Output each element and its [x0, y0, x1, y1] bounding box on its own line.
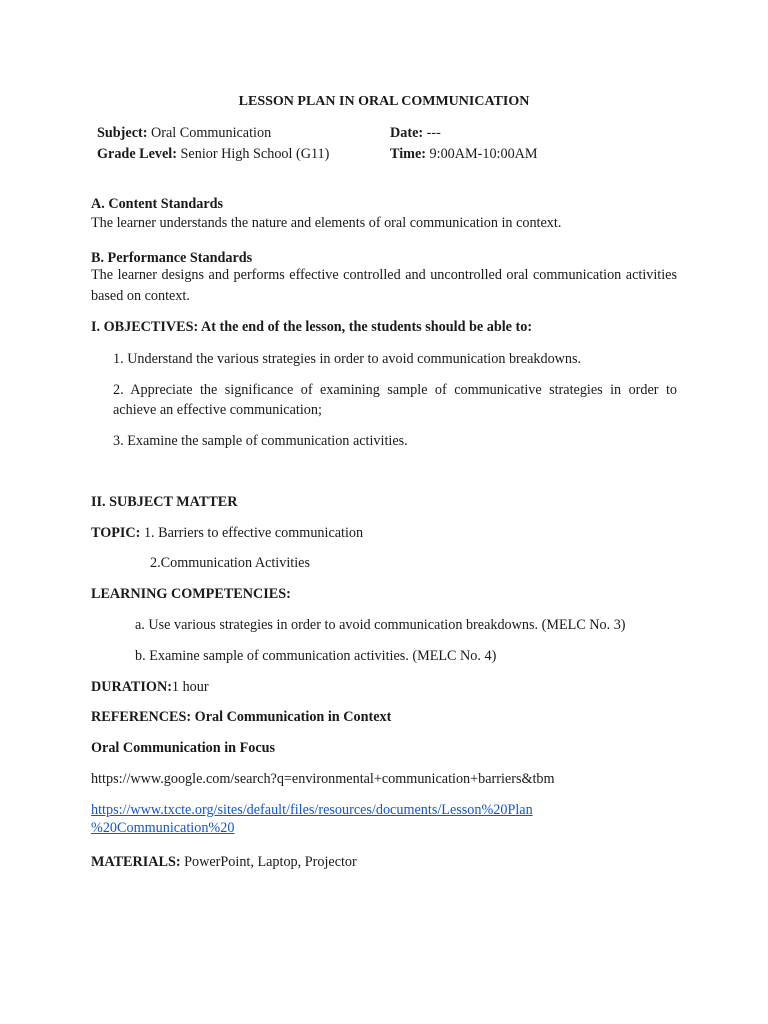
reference-item: Oral Communication in Focus — [91, 740, 276, 756]
date-value: --- — [426, 125, 441, 141]
page-title: LESSON PLAN IN ORAL COMMUNICATION — [238, 94, 530, 109]
duration-row — [91, 678, 209, 696]
date-label: Date: — [390, 125, 424, 141]
objective-item: 2. Appreciate the significance of examining sample of communicative strategies in order to achieve an effective communication; — [113, 382, 677, 418]
objectives-heading: I. OBJECTIVES: At the end of the lesson, the students should be able to: — [91, 319, 533, 335]
reference-link-line[interactable]: https://www.txcte.org/sites/default/files/resources/documents/Lesson%20Plan — [91, 802, 533, 818]
references-label: REFERENCES: Oral Communication in Context — [91, 709, 392, 725]
topic-label: TOPIC: — [91, 525, 141, 541]
subject-row — [97, 124, 271, 142]
content-standards-heading: A. Content Standards — [91, 196, 224, 212]
duration-label: DURATION: — [91, 679, 172, 695]
subject-value: Oral Communication — [151, 125, 272, 141]
materials-value: PowerPoint, Laptop, Projector — [184, 854, 357, 870]
grade-row — [97, 145, 329, 163]
content-standards-text: The learner understands the nature and elements of oral communication in context. — [91, 215, 562, 231]
grade-label: Grade Level: — [97, 146, 177, 162]
topic-row — [91, 524, 363, 542]
competencies-label: LEARNING COMPETENCIES: — [91, 586, 291, 602]
reference-link[interactable] — [91, 801, 533, 837]
subject-matter-heading: II. SUBJECT MATTER — [91, 494, 238, 510]
reference-link-line[interactable]: %20Communication%20 — [91, 820, 235, 836]
time-value: 9:00AM-10:00AM — [429, 146, 538, 162]
topic-item: 1. Barriers to effective communication — [143, 525, 364, 541]
performance-standards-text: The learner designs and performs effective controlled and uncontrolled oral communication activities based on context. — [91, 267, 677, 304]
topic-item: 2.Communication Activities — [150, 555, 310, 571]
objective-item: 3. Examine the sample of communication activities. — [113, 433, 408, 449]
subject-label: Subject: — [97, 125, 148, 141]
time-label: Time: — [390, 146, 426, 162]
materials-label: MATERIALS: — [91, 854, 181, 870]
materials-row — [91, 853, 357, 871]
date-row — [390, 124, 441, 142]
performance-standards-heading: B. Performance Standards — [91, 250, 253, 266]
objective-item: 1. Understand the various strategies in order to avoid communication breakdowns. — [113, 351, 582, 367]
grade-value: Senior High School (G11) — [180, 146, 330, 162]
time-row — [390, 145, 538, 163]
reference-url: https://www.google.com/search?q=environmental+communication+barriers&tbm — [91, 771, 555, 787]
duration-value: 1 hour — [171, 679, 209, 695]
competency-item: b. Examine sample of communication activities. (MELC No. 4) — [135, 648, 497, 664]
competency-item: a. Use various strategies in order to avoid communication breakdowns. (MELC No. 3) — [135, 617, 626, 633]
